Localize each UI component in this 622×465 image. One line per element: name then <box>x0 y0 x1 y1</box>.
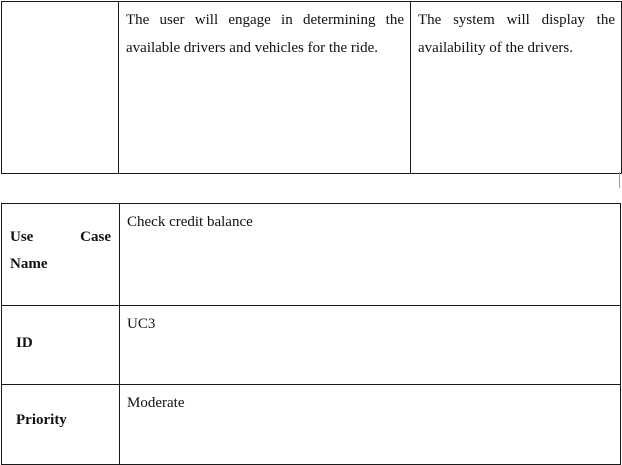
use-case-name-label-word: Use <box>10 229 34 245</box>
use-case-name-label-cell <box>2 204 120 306</box>
user-action-cell <box>119 2 411 174</box>
use-case-name-label-word: Case <box>80 229 111 245</box>
use-case-name-label <box>2 204 119 278</box>
system-response-cell <box>411 2 622 174</box>
id-label-cell <box>2 306 120 385</box>
flow-table <box>1 1 622 174</box>
use-case-name-label-word: Name <box>10 256 48 272</box>
empty-cell <box>2 2 119 174</box>
table-row <box>2 2 622 174</box>
table-row-priority <box>2 385 621 465</box>
user-action-text: The user will engage in determining the available drivers and vehicles for the ride. <box>126 12 404 56</box>
id-value-cell <box>120 306 621 385</box>
priority-value-cell <box>120 385 621 465</box>
table-row-use-case-name <box>2 204 621 306</box>
priority-label-cell <box>2 385 120 465</box>
table-end-marker <box>619 172 620 188</box>
id-value: UC3 <box>127 316 156 332</box>
use-case-name-value: Check credit balance <box>127 214 253 230</box>
priority-value: Moderate <box>127 395 185 411</box>
system-response-text: The system will display the availability of the drivers. <box>418 12 615 56</box>
id-label: ID <box>16 335 33 351</box>
table-row-id <box>2 306 621 385</box>
use-case-table <box>1 203 621 465</box>
use-case-name-value-cell <box>120 204 621 306</box>
priority-label: Priority <box>16 412 67 428</box>
